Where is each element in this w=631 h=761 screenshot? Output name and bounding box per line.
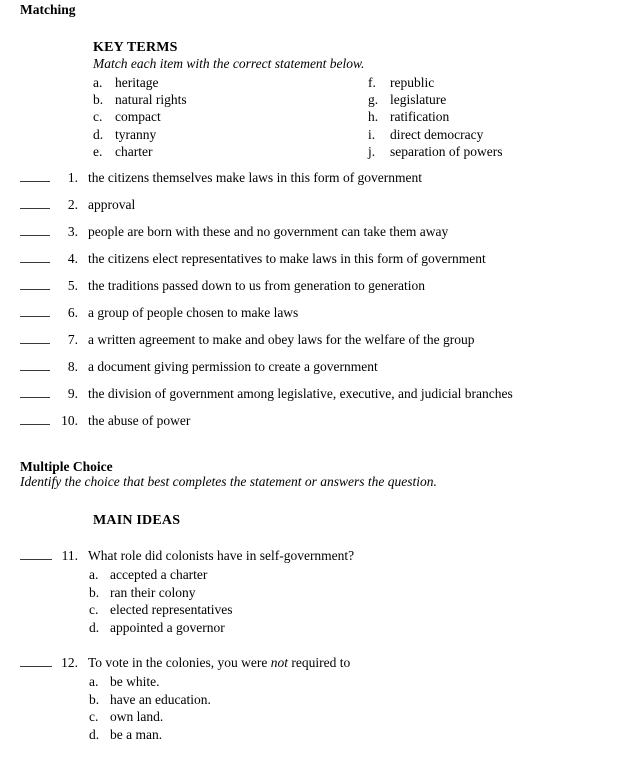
matching-item-number: 1.	[67, 170, 78, 185]
key-term-letter: j.	[368, 143, 376, 159]
key-term-item	[368, 143, 502, 160]
key-term-item	[368, 108, 502, 125]
key-term-letter: c.	[93, 109, 103, 125]
answer-choices-list	[0, 566, 631, 636]
answer-choice-text: own land.	[110, 709, 164, 724]
matching-item-text: the traditions passed down to us from generation to generation	[88, 278, 426, 293]
answer-choice-text: appointed a governor	[110, 619, 225, 635]
matching-item-text: a group of people chosen to make laws	[88, 305, 299, 320]
key-term-item	[368, 74, 502, 91]
answer-choice-text: elected representatives	[110, 602, 233, 617]
multiple-choice-question	[0, 547, 631, 636]
key-term-letter: e.	[93, 143, 103, 159]
key-term-item	[93, 143, 187, 160]
multiple-choice-section-heading: Multiple Choice	[20, 459, 113, 474]
key-term-label: direct democracy	[390, 126, 484, 142]
matching-item-number: 2.	[67, 197, 78, 212]
question-text	[88, 654, 350, 671]
matching-item-number: 5.	[67, 278, 78, 293]
question-text-part: required to	[288, 655, 351, 670]
question-number: 12.	[61, 655, 78, 670]
key-term-label: republic	[390, 75, 435, 90]
matching-item-number: 9.	[67, 386, 78, 401]
key-term-label: natural rights	[115, 92, 187, 108]
key-term-item	[93, 74, 187, 91]
matching-item-number: 10.	[61, 413, 78, 428]
key-term-letter: h.	[368, 109, 379, 125]
answer-choice-option[interactable]	[0, 584, 631, 602]
key-term-item	[93, 108, 187, 125]
answer-choice-option[interactable]	[0, 708, 631, 726]
matching-section-heading: Matching	[20, 2, 76, 17]
matching-item-text: people are born with these and no government can take them away	[88, 224, 449, 239]
matching-item-text: the citizens elect representatives to make laws in this form of government	[88, 251, 486, 266]
matching-item-row	[0, 250, 631, 277]
multiple-choice-question	[0, 654, 631, 743]
key-terms-instruction: Match each item with the correct statement below.	[93, 56, 365, 71]
answer-choice-text: be white.	[110, 674, 160, 689]
matching-item-number: 7.	[67, 332, 78, 347]
key-term-item	[368, 126, 502, 143]
key-term-letter: f.	[368, 75, 376, 90]
answer-choice-text: ran their colony	[110, 584, 196, 600]
answer-choice-option[interactable]	[0, 691, 631, 709]
key-term-label: ratification	[390, 109, 450, 125]
key-term-item	[93, 91, 187, 108]
multiple-choice-questions-list	[0, 547, 631, 761]
matching-item-row	[0, 169, 631, 196]
matching-item-number: 6.	[67, 305, 78, 320]
answer-choice-letter: c.	[89, 602, 99, 617]
key-term-label: charter	[115, 143, 153, 159]
matching-item-text: a written agreement to make and obey laws for the welfare of the group	[88, 332, 475, 347]
key-term-letter: g.	[368, 92, 379, 108]
matching-item-number: 4.	[67, 251, 78, 266]
question-number: 11.	[61, 548, 78, 563]
answer-choice-text: be a man.	[110, 726, 163, 742]
key-term-label: compact	[115, 109, 161, 125]
key-term-item	[368, 91, 502, 108]
answer-choice-letter: c.	[89, 709, 99, 724]
matching-items-list	[0, 169, 631, 439]
key-term-label: legislature	[390, 92, 447, 108]
matching-item-row	[0, 358, 631, 385]
answer-choice-option[interactable]	[0, 566, 631, 584]
matching-item-row	[0, 412, 631, 439]
key-term-letter: b.	[93, 92, 104, 108]
answer-choices-list	[0, 673, 631, 743]
question-line	[0, 547, 631, 566]
key-terms-column-left	[93, 74, 187, 160]
answer-choice-letter: b.	[89, 691, 100, 707]
matching-item-row	[0, 304, 631, 331]
key-term-label: heritage	[115, 75, 159, 90]
answer-choice-option[interactable]	[0, 673, 631, 691]
matching-item-text: the citizens themselves make laws in this form of government	[88, 170, 423, 185]
key-term-letter: i.	[368, 126, 376, 142]
main-ideas-heading: MAIN IDEAS	[93, 513, 181, 528]
answer-choice-letter: b.	[89, 584, 100, 600]
answer-choice-letter: a.	[89, 674, 99, 689]
matching-item-row	[0, 223, 631, 250]
answer-choice-option[interactable]	[0, 601, 631, 619]
answer-choice-text: accepted a charter	[110, 567, 208, 582]
key-term-letter: d.	[93, 126, 104, 142]
key-terms-heading: KEY TERMS	[93, 40, 178, 55]
matching-item-text: the abuse of power	[88, 413, 191, 428]
matching-item-row	[0, 385, 631, 412]
matching-item-row	[0, 331, 631, 358]
key-terms-column-right	[368, 74, 502, 160]
question-text-emphasis: not	[270, 655, 289, 670]
matching-item-row	[0, 277, 631, 304]
key-term-label: tyranny	[115, 126, 157, 142]
matching-item-row	[0, 196, 631, 223]
matching-item-number: 8.	[67, 359, 78, 374]
key-term-item	[93, 126, 187, 143]
answer-choice-option[interactable]	[0, 726, 631, 744]
answer-choice-letter: d.	[89, 619, 100, 635]
answer-choice-letter: d.	[89, 726, 100, 742]
matching-item-number: 3.	[67, 224, 78, 239]
multiple-choice-instruction: Identify the choice that best completes the statement or answers the question.	[20, 474, 437, 489]
key-term-label: separation of powers	[390, 143, 503, 159]
matching-item-text: approval	[88, 197, 136, 212]
answer-choice-letter: a.	[89, 567, 99, 582]
question-text: What role did colonists have in self-government?	[88, 548, 355, 563]
answer-choice-text: have an education.	[110, 691, 211, 707]
answer-choice-option[interactable]	[0, 619, 631, 637]
matching-item-text: the division of government among legislative, executive, and judicial branches	[88, 386, 513, 401]
matching-item-text: a document giving permission to create a government	[88, 359, 378, 374]
question-text-part: To vote in the colonies, you were	[88, 655, 271, 670]
key-term-letter: a.	[93, 75, 103, 90]
question-line	[0, 654, 631, 673]
